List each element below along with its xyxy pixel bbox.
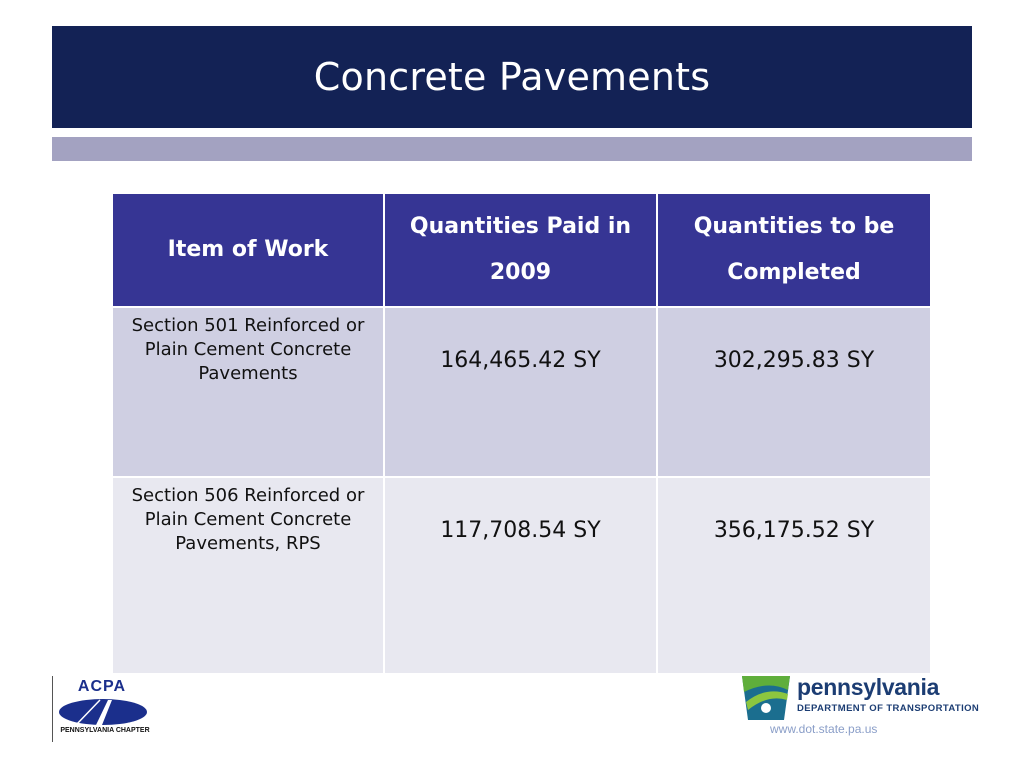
item-of-work-cell: Section 501 Reinforced or Plain Cement Concrete Pavements [112, 307, 384, 477]
table-row [112, 307, 931, 477]
penndot-name: pennsylvania [797, 674, 940, 700]
accent-bar [52, 137, 972, 161]
work-quantities-table [111, 192, 932, 675]
quantity-paid-cell: 164,465.42 SY [384, 307, 657, 477]
item-of-work-cell: Section 506 Reinforced or Plain Cement Concrete Pavements, RPS [112, 477, 384, 674]
quantity-remaining-cell: 302,295.83 SY [657, 307, 931, 477]
header-quantities-to-complete: Quantities to be Completed [657, 193, 931, 307]
title-bar [52, 26, 972, 128]
penndot-department: DEPARTMENT OF TRANSPORTATION [797, 703, 980, 714]
quantity-remaining-cell: 356,175.52 SY [657, 477, 931, 674]
acpa-chapter: PENNSYLVANIA CHAPTER [60, 727, 150, 734]
table-row [112, 477, 931, 674]
slide-title: Concrete Pavements [313, 55, 711, 99]
acpa-divider [52, 676, 53, 742]
header-item-of-work: Item of Work [112, 193, 384, 307]
penndot-keystone-icon [740, 672, 792, 722]
quantity-paid-cell: 117,708.54 SY [384, 477, 657, 674]
acpa-name: ACPA [77, 678, 127, 695]
table-header-row [112, 193, 931, 307]
header-quantities-paid: Quantities Paid in 2009 [384, 193, 657, 307]
penndot-website-link[interactable]: www.dot.state.pa.us [770, 722, 878, 736]
